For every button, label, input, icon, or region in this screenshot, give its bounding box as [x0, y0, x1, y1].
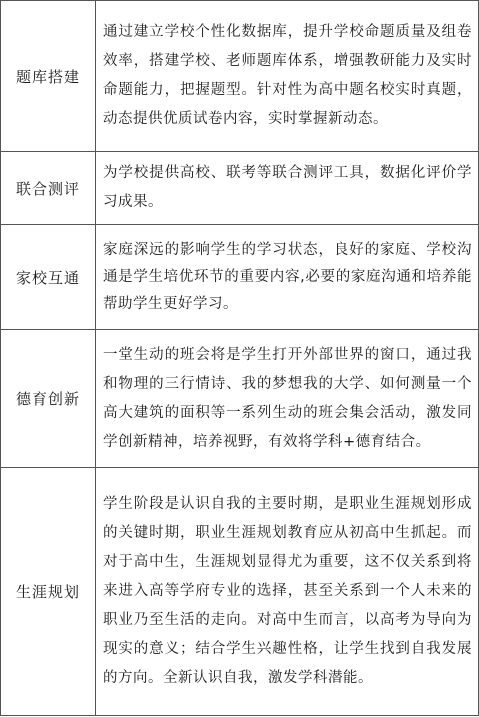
table-row — [1, 225, 479, 330]
row-content: 学生阶段是认识自我的主要时期，是职业生涯规划形成的关键时期，职业生涯规划教育应从初高中生抓起。而对于高中生，生涯规划显得尤为重要，这不仅关系到将来进入高等学府专业的选择，甚至关系到一个人未来的职业乃至生活的走向。对高中生而言，以高考为导向为现实的意义；结合学生兴趣性格，让学生找到自我发展的方向。全新认识自我，激发学科潜能。 — [96, 468, 479, 716]
row-content: 一堂生动的班会将是学生打开外部世界的窗口，通过我和物理的三行情诗、我的梦想我的大学、如何测量一个高大建筑的面积等一系列生动的班会集会活动，激发同学创新精神，培养视野，有效将学科+德育结合。 — [96, 330, 479, 468]
table-row — [1, 330, 479, 468]
row-label: 生涯规划 — [1, 468, 96, 716]
row-content: 家庭深远的影响学生的学习状态，良好的家庭、学校沟通是学生培优环节的重要内容,必要的家庭沟通和培养能帮助学生更好学习。 — [96, 225, 479, 330]
table-row — [1, 1, 479, 152]
table-row — [1, 152, 479, 225]
row-content: 通过建立学校个性化数据库，提升学校命题质量及组卷效率，搭建学校、老师题库体系，增强教研能力及实时命题能力，把握题型。针对性为高中题名校实时真题，动态提供优质试卷内容，实时掌握新动态。 — [96, 1, 479, 152]
row-label: 题库搭建 — [1, 1, 96, 152]
table-row — [1, 468, 479, 716]
row-content: 为学校提供高校、联考等联合测评工具，数据化评价学习成果。 — [96, 152, 479, 225]
row-label: 联合测评 — [1, 152, 96, 225]
row-label: 德育创新 — [1, 330, 96, 468]
row-label: 家校互通 — [1, 225, 96, 330]
